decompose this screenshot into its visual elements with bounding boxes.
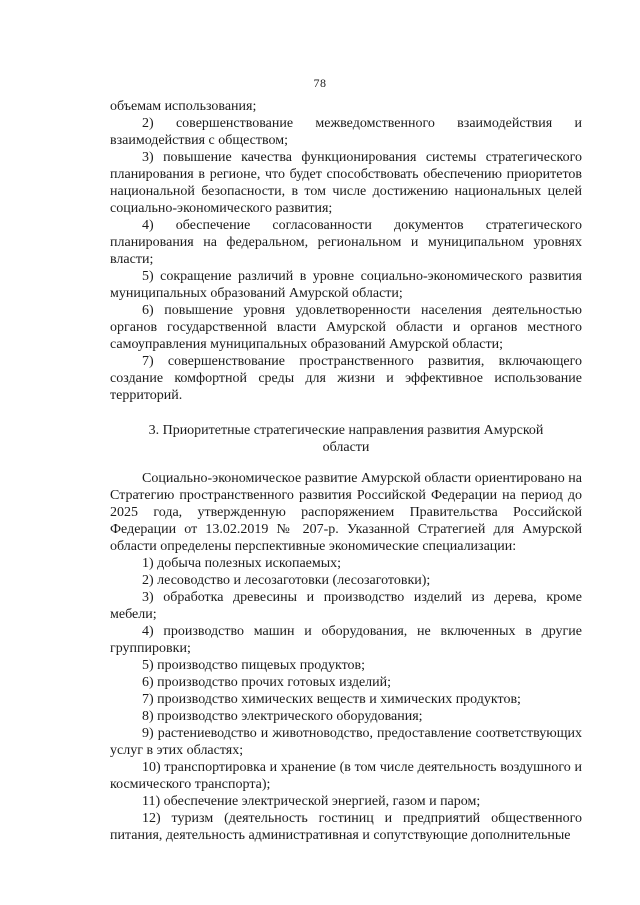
list-item: 5) сокращение различий в уровне социально-экономического развития муниципальных образований Амурской области; <box>110 269 582 301</box>
list-item: 10) транспортировка и хранение (в том числе деятельность воздушного и космического транспорта); <box>110 760 582 792</box>
list-item: 3) обработка древесины и производство изделий из дерева, кроме мебели; <box>110 590 582 622</box>
page-number: 78 <box>313 76 327 90</box>
list-item: 7) совершенствование пространственного развития, включающего создание комфортной среды для жизни и эффективное использование территорий. <box>110 354 582 403</box>
list-item: 4) обеспечение согласованности документов стратегического планирования на федеральном, региональном и муниципальном уровнях власти; <box>110 218 582 267</box>
list-item: 12) туризм (деятельность гостиниц и предприятий общественного питания, деятельность административная и сопутствующие дополнительные <box>110 811 582 843</box>
list-item: 6) повышение уровня удовлетворенности населения деятельностью органов государственной власти Амурской области и органов местного самоуправления муниципальных образований Амурской области; <box>110 303 582 352</box>
list-item: 9) растениеводство и животноводство, предоставление соответствующих услуг в этих областях; <box>110 726 582 758</box>
list-item: 2) лесоводство и лесозаготовки (лесозаготовки); <box>142 573 431 588</box>
document-body <box>110 98 582 844</box>
paragraph: объемам использования; <box>110 99 257 114</box>
section-title: 3. Приоритетные стратегические направления развития Амурской области <box>148 423 544 455</box>
list-item: 3) повышение качества функционирования системы стратегического планирования в регионе, что будет способствовать обеспечению приоритетов национальной безопасности, в том числе достижению национальных целей социально-экономического развития; <box>110 150 582 216</box>
list-item: 8) производство электрического оборудования; <box>142 709 423 724</box>
list-item: 2) совершенствование межведомственного взаимодействия и взаимодействия с обществом; <box>110 116 582 148</box>
list-item: 6) производство прочих готовых изделий; <box>142 675 392 690</box>
list-item: 7) производство химических веществ и химических продуктов; <box>142 692 521 707</box>
list-item: 5) производство пищевых продуктов; <box>142 658 366 673</box>
list-item: 4) производство машин и оборудования, не включенных в другие группировки; <box>110 624 582 656</box>
list-item: 1) добыча полезных ископаемых; <box>142 556 342 571</box>
list-item: 11) обеспечение электрической энергией, газом и паром; <box>142 794 481 809</box>
intro-paragraph: Социально-экономическое развитие Амурской области ориентировано на Стратегию пространственного развития Российской Федерации на период до 2025 года, утвержденную распоряжением Правительства Российской Федерации от 13.02.2019 № 207-р. Указанной Стратегией для Амурской области определены перспективные экономические специализации: <box>110 471 582 554</box>
